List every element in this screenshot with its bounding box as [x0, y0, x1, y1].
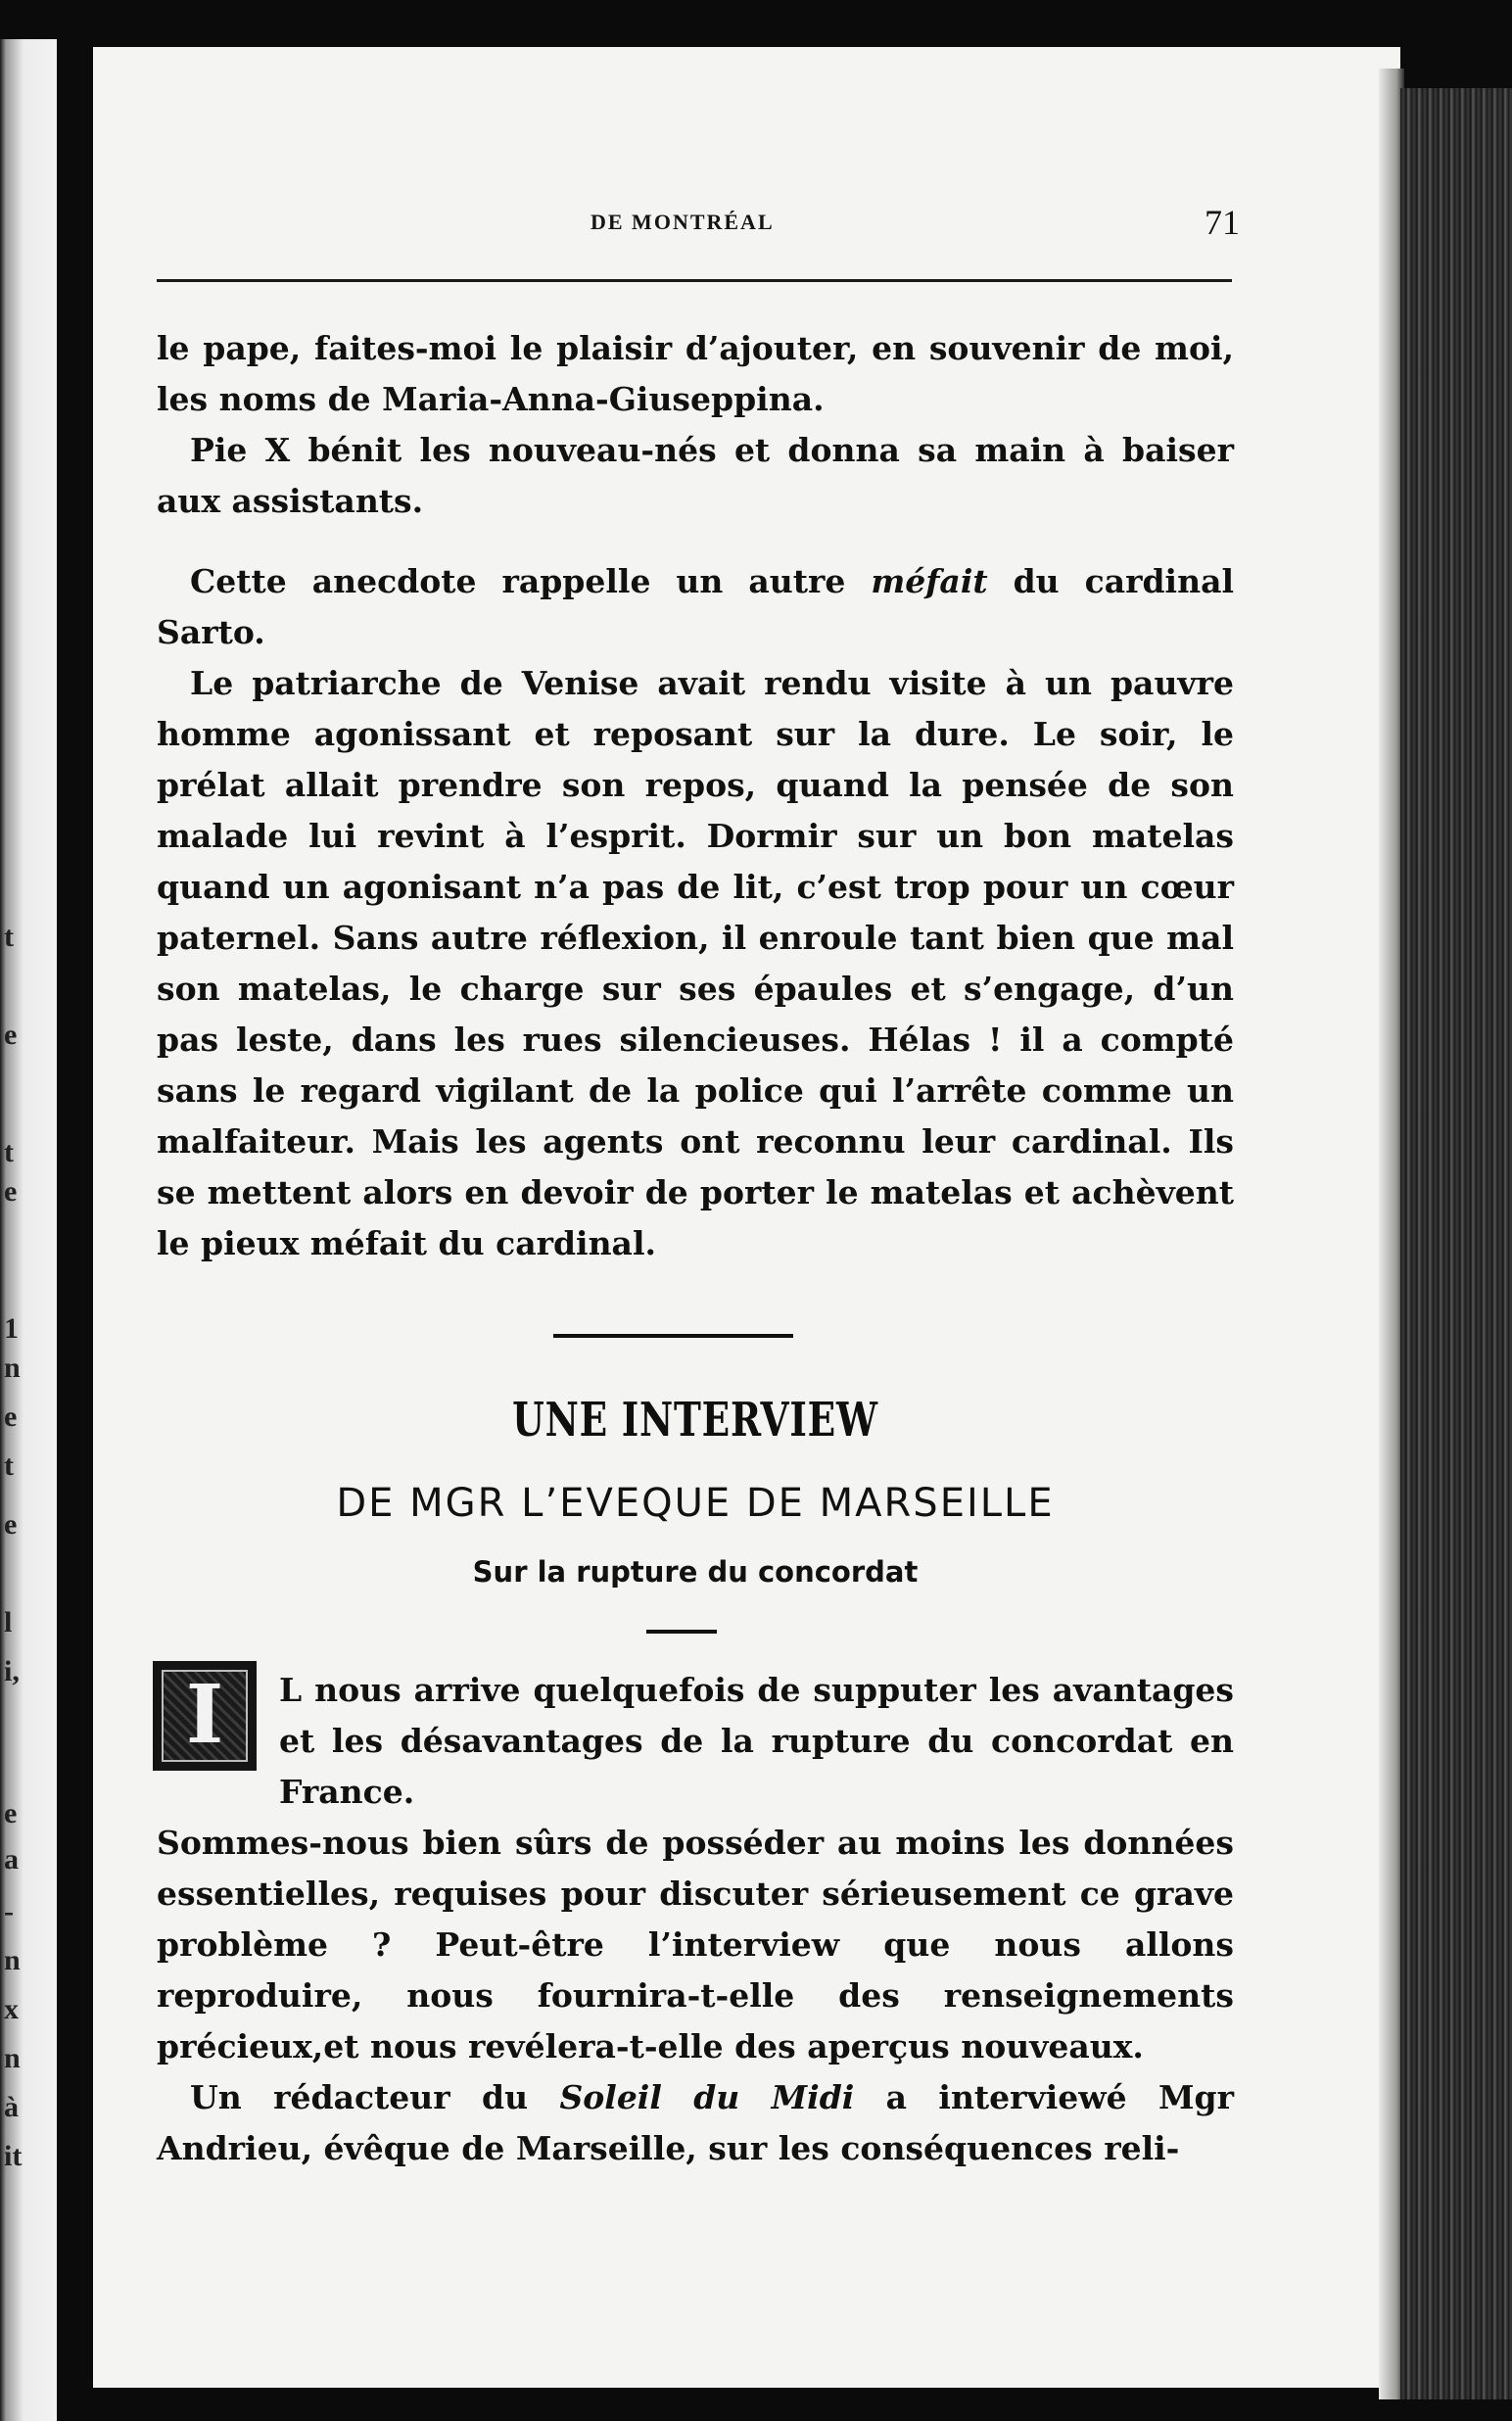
- margin-fragment: -: [4, 1895, 14, 1927]
- italic-title: Soleil du Midi: [559, 2078, 855, 2116]
- running-title: DE MONTRÉAL: [591, 210, 775, 234]
- text-run: Un rédacteur du: [190, 2078, 560, 2116]
- initial-letter: I: [185, 1668, 224, 1762]
- book-fore-edge: [1400, 88, 1512, 2399]
- body-text-top: [157, 323, 1234, 527]
- paragraph: Le patriarche de Venise avait rendu visite à un pauvre homme agonissant et reposant sur la dure. Le soir, le prélat allait prendre son repos, quand la pensée de son malade lui revint à l’esprit. Dormir sur un bon matelas quand un agonisant n’a pas de lit, c’est trop pour un cœur paternel. Sans autre réflexion, il enroule tant bien que mal son matelas, le charge sur ses épaules et s’engage, d’un pas leste, dans les rues silencieuses. Hélas ! il a compté sans le regard vigilant de la police qui l’arrête comme un malfaiteur. Mais les agents ont reconnu leur cardinal. Ils se mettent alors en devoir de porter le matelas et achèvent le pieux méfait du cardinal.: [157, 664, 1234, 1262]
- margin-fragment: t: [4, 1136, 14, 1168]
- margin-fragment: i,: [4, 1655, 20, 1687]
- margin-fragment: a: [4, 1843, 19, 1875]
- margin-fragment: n: [4, 1352, 21, 1384]
- article-title: UNE INTERVIEW: [512, 1393, 878, 1448]
- italic-word: méfait: [871, 562, 988, 600]
- article-subtitle: DE MGR L’EVEQUE DE MARSEILLE: [336, 1481, 1055, 1526]
- article-subtitle-2: Sur la rupture du concordat: [472, 1555, 919, 1589]
- margin-fragment: à: [4, 2091, 19, 2123]
- margin-fragment: n: [4, 2042, 21, 2074]
- paragraph: [157, 556, 1234, 658]
- text-run: a interviewé Mgr Andrieu, évêque de Marseille, sur les conséquences reli-: [157, 2078, 1235, 2167]
- margin-fragment: t: [4, 1449, 14, 1482]
- margin-fragment: e: [4, 1797, 18, 1829]
- margin-fragment: x: [4, 1993, 19, 2025]
- ornamental-initial: [153, 1661, 257, 1771]
- margin-fragment: e: [4, 1400, 18, 1433]
- article-continuation: [157, 1818, 1234, 2174]
- anecdote-paragraph: [157, 556, 1234, 1269]
- margin-fragment: n: [4, 1944, 21, 1976]
- paragraph: [157, 2072, 1234, 2174]
- margin-fragment: 1: [4, 1312, 19, 1345]
- section-rule: [553, 1334, 793, 1338]
- paragraph: Sommes-nous bien sûrs de posséder au moins les données essentielles, requises pour discuter sérieusement ce grave problème ? Peut-être l’interview que nous allons reproduire, nous fournira-t-elle des renseignements précieux,et nous revélera-t-elle des aperçus nouveaux.: [157, 1824, 1234, 2065]
- article-first-lines: L nous arrive quelquefois de supputer les avantages et les désavantages de la rupture du concordat en France.: [279, 1671, 1234, 1811]
- page-number: 71: [1205, 203, 1240, 242]
- paragraph: Pie X bénit les nouveau-nés et donna sa main à baiser aux assistants.: [157, 431, 1234, 520]
- header-rule: [157, 279, 1232, 282]
- short-rule: [646, 1630, 717, 1634]
- margin-fragment: it: [4, 2140, 23, 2172]
- adjacent-page-edge: [0, 39, 57, 2421]
- text-run: Cette anecdote rappelle un autre: [190, 562, 872, 600]
- running-header: [160, 203, 1240, 243]
- margin-fragment: l: [4, 1606, 13, 1638]
- margin-fragment: e: [4, 1508, 18, 1541]
- margin-fragment: t: [4, 921, 14, 953]
- margin-fragment: e: [4, 1175, 18, 1208]
- text-run: du cardinal Sarto.: [157, 562, 1234, 651]
- margin-fragment: e: [4, 1019, 18, 1051]
- paragraph: le pape, faites-moi le plaisir d’ajouter, en souvenir de moi, les noms de Maria-Anna-Giuseppina.: [157, 329, 1234, 418]
